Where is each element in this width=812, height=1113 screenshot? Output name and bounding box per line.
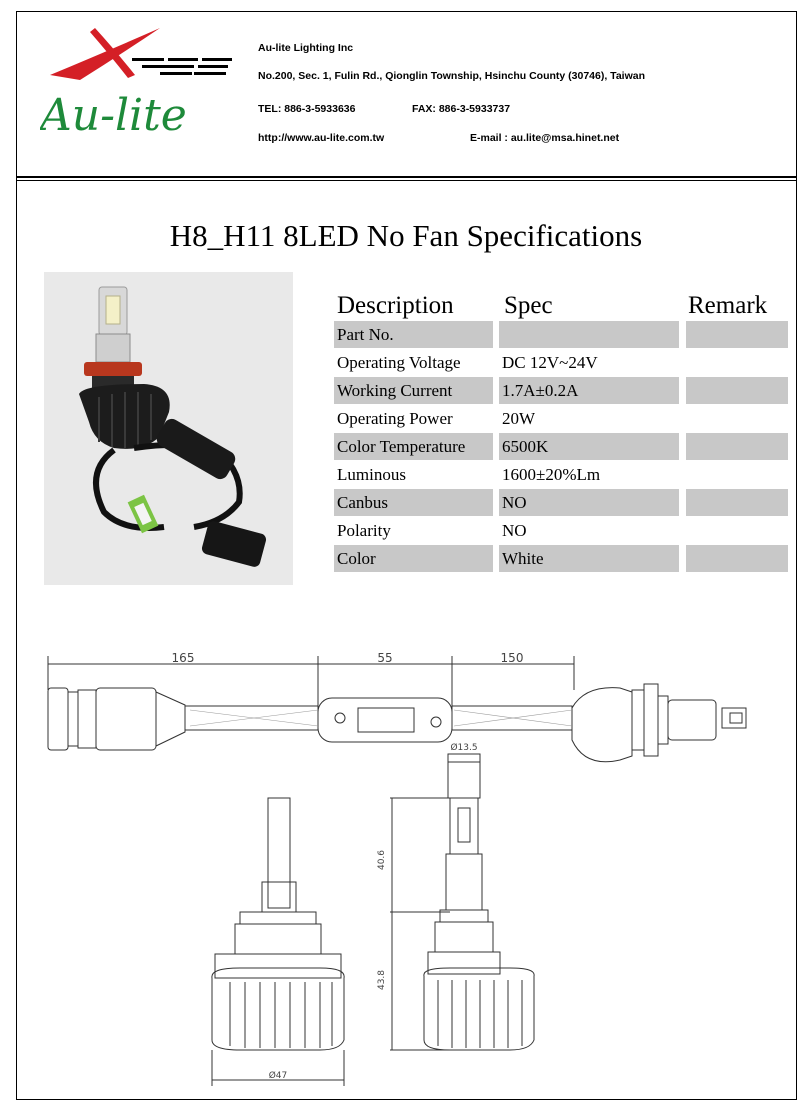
cell-spec: 1600±20%Lm	[502, 465, 601, 484]
cell-remark	[686, 461, 788, 488]
spec-table	[334, 290, 790, 572]
cell-description: Color	[334, 545, 493, 572]
table-row	[334, 376, 790, 404]
technical-drawing	[40, 650, 780, 1090]
cell-description: Canbus	[334, 489, 493, 516]
table-row	[334, 544, 790, 572]
header-remark: Remark	[688, 292, 768, 319]
table-row	[334, 432, 790, 460]
company-logo	[40, 20, 250, 145]
spec-table-header	[334, 290, 790, 320]
cell-description: Polarity	[337, 521, 391, 540]
svg-text:Au-lite: Au-lite	[40, 90, 187, 141]
cell-description: Operating Power	[337, 409, 453, 428]
product-photo	[44, 272, 293, 585]
page-title: H8_H11 8LED No Fan Specifications	[169, 218, 643, 253]
cell-spec	[499, 321, 679, 348]
cell-remark	[686, 517, 788, 544]
cell-remark	[686, 545, 788, 572]
cell-description: Part No.	[334, 321, 493, 348]
cell-description: Working Current	[334, 377, 493, 404]
dim-lower-height: 43.8	[377, 969, 387, 991]
cell-description: Operating Voltage	[337, 353, 461, 372]
cell-remark	[686, 321, 788, 348]
table-row	[334, 516, 790, 544]
cell-description: Color Temperature	[334, 433, 493, 460]
dim-box: 55	[377, 651, 393, 665]
table-row	[334, 320, 790, 348]
table-row	[334, 348, 790, 376]
dim-base-width: Ø47	[268, 1071, 288, 1081]
dim-cable-left: 165	[171, 651, 195, 665]
company-email[interactable]: E-mail : au.lite@msa.hinet.net	[470, 132, 620, 144]
cell-spec: NO	[502, 521, 527, 540]
dim-cable-right: 150	[500, 651, 524, 665]
company-name: Au-lite Lighting Inc	[258, 42, 354, 54]
cell-spec: 1.7A±0.2A	[499, 377, 679, 404]
company-address: No.200, Sec. 1, Fulin Rd., Qionglin Township, Hsinchu County (30746), Taiwan	[258, 70, 645, 82]
cell-spec: 6500K	[499, 433, 679, 460]
header-description: Description	[337, 292, 454, 319]
cell-spec: DC 12V~24V	[502, 353, 598, 372]
header-spec: Spec	[504, 292, 553, 319]
company-website[interactable]: http://www.au-lite.com.tw	[258, 132, 385, 144]
cell-remark	[686, 405, 788, 432]
cell-remark	[686, 349, 788, 376]
company-fax: FAX: 886-3-5933737	[412, 103, 511, 115]
cell-remark	[686, 433, 788, 460]
table-row	[334, 488, 790, 516]
cell-spec: 20W	[502, 409, 536, 428]
cell-description: Luminous	[337, 465, 406, 484]
company-tel: TEL: 886-3-5933636	[258, 103, 356, 115]
cell-remark	[686, 489, 788, 516]
dim-upper-height: 40.6	[377, 849, 387, 871]
cell-spec: NO	[499, 489, 679, 516]
header-divider	[16, 176, 797, 178]
dim-top-width: Ø13.5	[450, 743, 478, 753]
cell-spec: White	[499, 545, 679, 572]
header-divider-thin	[16, 180, 797, 181]
cell-remark	[686, 377, 788, 404]
table-row	[334, 460, 790, 488]
table-row	[334, 404, 790, 432]
